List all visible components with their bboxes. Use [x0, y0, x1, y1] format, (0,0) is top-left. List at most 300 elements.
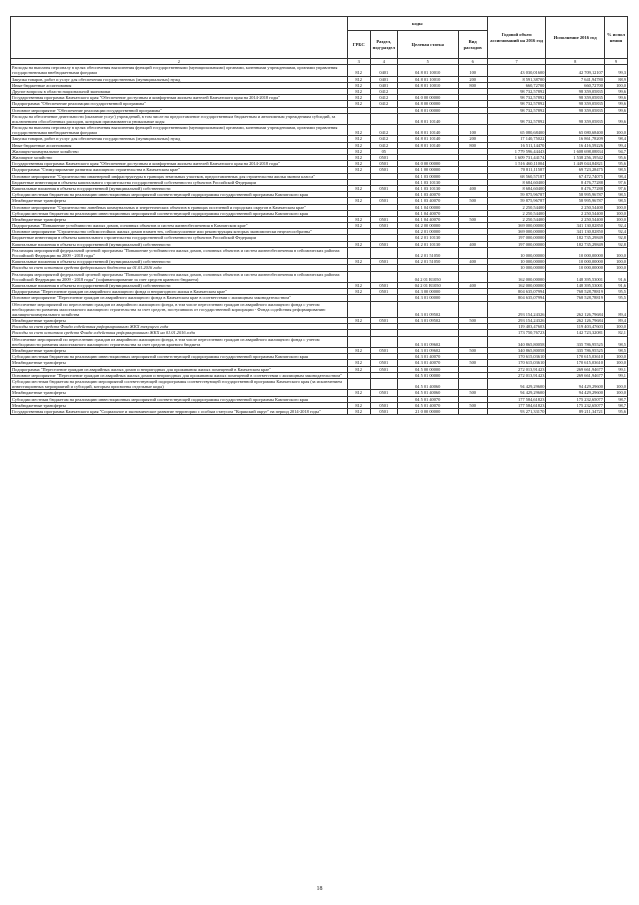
- row-budget: 59 875,96787: [487, 192, 546, 198]
- row-target: 04 5 01 40060: [397, 390, 458, 396]
- row-target: 04 8 01 00000: [397, 107, 458, 113]
- row-percent: 99,6: [604, 88, 627, 94]
- row-budget: 10 000,00000: [487, 259, 546, 265]
- row-budget: 369 000,00000: [487, 229, 546, 235]
- row-execution: 8 476,77288: [546, 179, 605, 185]
- row-target: 04 2 01 R1050: [397, 271, 458, 282]
- row-target: 04 5 01 40070: [397, 396, 458, 402]
- row-exp-type: 400: [458, 241, 487, 247]
- row-target: 04 2 00 00000: [397, 223, 458, 229]
- row-execution: 58 995,96787: [546, 198, 605, 204]
- col-number: 8: [546, 59, 605, 65]
- row-percent: 97,6: [604, 185, 627, 191]
- row-budget: 804 635,07994: [487, 295, 546, 301]
- header-target: Целевая статья: [397, 31, 458, 59]
- row-budget: 660,72700: [487, 82, 546, 88]
- row-section: 0501: [370, 223, 397, 229]
- row-description: Расходы на выплаты персоналу в целях обеспечения выполнения функций государственными (муниципальными) органами, казенными учреждениями, органами управления государственными внебюджетными фондами: [11, 65, 348, 76]
- row-exp-type: [458, 113, 487, 124]
- table-body: [11, 65, 628, 415]
- row-target: 04 8 01 10140: [397, 142, 458, 148]
- row-section: 0501: [370, 259, 397, 265]
- row-target: 04 2 01 R1050: [397, 282, 458, 288]
- row-section: 0501: [370, 155, 397, 161]
- row-budget: 177 584,61823: [487, 396, 546, 402]
- row-section: 0501: [370, 185, 397, 191]
- row-budget: 98 732,57892: [487, 88, 546, 94]
- row-section: 0501: [370, 241, 397, 247]
- row-description: Основное мероприятие "Обеспечение реализации государственной программы": [11, 107, 348, 113]
- row-execution: 42 709,12107: [546, 65, 605, 76]
- row-budget: 170 615,03610: [487, 354, 546, 360]
- row-exp-type: 500: [458, 348, 487, 354]
- row-percent: 97,6: [604, 179, 627, 185]
- row-target: 04 1 04 40070: [397, 210, 458, 216]
- row-budget: 162 000,00000: [487, 271, 546, 282]
- row-execution: 335 786,95525: [546, 348, 605, 354]
- row-description: Межбюджетные трансферты: [11, 360, 348, 366]
- row-section: 05: [370, 148, 397, 154]
- row-execution: 335 786,95525: [546, 336, 605, 347]
- row-section: [370, 378, 397, 389]
- row-percent: 99,6: [604, 107, 627, 113]
- row-execution: 262 126,79684: [546, 301, 605, 318]
- row-section: 0412: [370, 95, 397, 101]
- row-section: 0501: [370, 348, 397, 354]
- row-grbs: [347, 301, 370, 318]
- row-grbs: 812: [347, 216, 370, 222]
- row-budget: 1 779 596,44443: [487, 148, 546, 154]
- row-section: 0412: [370, 88, 397, 94]
- row-grbs: 812: [347, 155, 370, 161]
- row-execution: 98 359,05835: [546, 88, 605, 94]
- row-target: 04 2 01 10130: [397, 235, 458, 241]
- row-budget: 170 615,03610: [487, 360, 546, 366]
- row-grbs: 812: [347, 198, 370, 204]
- row-grbs: 812: [347, 408, 370, 414]
- table-row: [11, 408, 628, 414]
- row-budget: 2 250,54400: [487, 216, 546, 222]
- row-exp-type: 800: [458, 142, 487, 148]
- table-row: [11, 336, 628, 347]
- row-percent: 95,5: [604, 289, 627, 295]
- row-section: 0501: [370, 216, 397, 222]
- row-section: [370, 336, 397, 347]
- col-number: 6: [458, 59, 487, 65]
- row-target: 04 1 03 10130: [397, 185, 458, 191]
- row-grbs: 812: [347, 167, 370, 173]
- row-description: Основное мероприятие "Строительство линейных коммунальных и энергетических объектов в границах поселений и городских округов в Камчатском крае": [11, 204, 348, 210]
- row-target: 04 3 00 00000: [397, 289, 458, 295]
- row-description: Субсидии местным бюджетам на реализацию инвестиционных мероприятий соответствующей подпрограммы государственной программы Камчатского края: [11, 354, 348, 360]
- row-budget: 2 250,54400: [487, 204, 546, 210]
- table-row: [11, 271, 628, 282]
- row-budget: 293 154,24326: [487, 318, 546, 324]
- row-section: 0401: [370, 82, 397, 88]
- row-percent: 98,5: [604, 336, 627, 347]
- header-name: [11, 17, 348, 59]
- row-percent: 98,5: [604, 192, 627, 198]
- row-execution: 175 232,65077: [546, 402, 605, 408]
- row-budget: 94 429,29600: [487, 390, 546, 396]
- row-percent: 100,0: [604, 360, 627, 366]
- row-budget: 272 013,91423: [487, 366, 546, 372]
- row-budget: 197 000,00000: [487, 235, 546, 241]
- row-section: 0501: [370, 167, 397, 173]
- row-exp-type: 100: [458, 125, 487, 136]
- row-section: 0501: [370, 198, 397, 204]
- row-description: Обеспечение мероприятий по переселению граждан из аварийного жилищного фонда, в том числе переселению граждан из аварийного жилищного фонда с учетом необходимости развития малоэтажного жилищного строительства за счет средств, поступивших от государственной корпорации - Фонда содействия реформированию жилищно-коммунального хозяйства: [11, 301, 348, 318]
- header-percent: % испол нения: [604, 17, 627, 59]
- col-number: 2: [11, 59, 348, 65]
- row-exp-type: 500: [458, 318, 487, 324]
- row-budget: 293 154,24326: [487, 301, 546, 318]
- row-description: Субсидии местным бюджетам на реализацию инвестиционных мероприятий соответствующей подпрограммы государственной программы Камчатского края: [11, 192, 348, 198]
- row-target: 04 3 01 40070: [397, 360, 458, 366]
- row-target: 04 0 00 00000: [397, 161, 458, 167]
- row-percent: 100,0: [604, 354, 627, 360]
- row-description: Расходы за счет остатков средств Фонда содействия реформированию ЖКХ на 01.01.2016 года: [11, 330, 348, 336]
- row-description: Основное мероприятие "Строительство инженерной инфраструктуры в границах земельных участков, предоставленных для строительства жилья эконом класса": [11, 173, 348, 179]
- row-exp-type: 500: [458, 390, 487, 396]
- row-exp-type: 400: [458, 282, 487, 288]
- row-percent: 91,6: [604, 271, 627, 282]
- row-grbs: 812: [347, 95, 370, 101]
- row-percent: 100,0: [604, 378, 627, 389]
- row-grbs: [347, 378, 370, 389]
- row-execution: 269 661,94677: [546, 366, 605, 372]
- row-grbs: 812: [347, 241, 370, 247]
- row-percent: 92,8: [604, 235, 627, 241]
- row-execution: 16 861,78209: [546, 136, 605, 142]
- row-execution: 182 735,29849: [546, 241, 605, 247]
- row-execution: 170 615,03610: [546, 354, 605, 360]
- row-grbs: 812: [347, 402, 370, 408]
- header-budget: Годовой объем ассигнований на 2016 год: [487, 17, 546, 59]
- row-percent: 92,8: [604, 241, 627, 247]
- row-section: 0501: [370, 289, 397, 295]
- row-target: 04 1 03 40070: [397, 198, 458, 204]
- row-section: 0401: [370, 76, 397, 82]
- row-execution: 8 476,77288: [546, 185, 605, 191]
- row-percent: 98,5: [604, 198, 627, 204]
- row-execution: 2 250,54400: [546, 210, 605, 216]
- row-execution: 65 080,68400: [546, 125, 605, 136]
- row-execution: 1 608 698,08834: [546, 148, 605, 154]
- row-description: Расходы за счет остатков средств федерального бюджета на 01.01.2016 года: [11, 265, 348, 271]
- row-percent: 98,4: [604, 136, 627, 142]
- row-budget: 98 732,57892: [487, 95, 546, 101]
- row-description: Подпрограмма "Переселение граждан из аварийных жилых домов и непригодных для проживания жилых помещений в Камчатском крае": [11, 366, 348, 372]
- row-target: 04 8 01 10140: [397, 136, 458, 142]
- row-execution: 170 615,03610: [546, 360, 605, 366]
- row-section: 0501: [370, 390, 397, 396]
- row-description: Реализация мероприятий федеральной целевой программы "Повышение устойчивости жилых домов, основных объектов и систем жизнеобеспечения в сейсмических районах Российской Федерации на 2009 - 2018 годы": [11, 247, 348, 258]
- row-exp-type: [458, 247, 487, 258]
- row-execution: 16 416,59226: [546, 142, 605, 148]
- row-grbs: 812: [347, 88, 370, 94]
- row-target: 04 3 01 09602: [397, 336, 458, 347]
- row-description: Основное мероприятие "Строительство сейсмостойких жилых домов взамен тех, сейсмоусиление или реконструкция которых экономически нецелесообразны": [11, 229, 348, 235]
- row-description: Субсидии местным бюджетам на реализацию инвестиционных мероприятий соответствующей подпрограммы государственной программы Камчатского края: [11, 396, 348, 402]
- row-budget: 340 865,80058: [487, 348, 546, 354]
- row-description: Межбюджетные трансферты: [11, 348, 348, 354]
- row-target: 04 5 00 00000: [397, 366, 458, 372]
- row-budget: 43 030,01600: [487, 65, 546, 76]
- row-percent: 100,0: [604, 324, 627, 330]
- header-section: Раздел, под-раздел: [370, 31, 397, 59]
- row-description: Подпрограмма "Переселение граждан из аварийного жилищного фонда и непригодного жилья в Камчатском крае": [11, 289, 348, 295]
- row-description: Подпрограмма "Стимулирование развития жилищного строительства в Камчатском крае": [11, 167, 348, 173]
- row-execution: 2 250,54400: [546, 204, 605, 210]
- row-exp-type: 500: [458, 216, 487, 222]
- row-budget: 98 732,57892: [487, 101, 546, 107]
- row-exp-type: [458, 271, 487, 282]
- row-section: 0501: [370, 366, 397, 372]
- row-target: 04 8 01 10010: [397, 82, 458, 88]
- header-grbs: ГРБС: [347, 31, 370, 59]
- row-percent: 100,0: [604, 390, 627, 396]
- row-grbs: 812: [347, 65, 370, 76]
- row-execution: 1 449 044,84821: [546, 161, 605, 167]
- row-grbs: 812: [347, 366, 370, 372]
- row-section: [370, 247, 397, 258]
- row-section: 0412: [370, 142, 397, 148]
- row-description: Расходы на выплаты персоналу в целях обеспечения выполнения функций государственными (муниципальными) органами, казенными учреждениями, органами управления государственными внебюджетными фондами: [11, 125, 348, 136]
- row-section: 0501: [370, 360, 397, 366]
- row-description: Расходы на обеспечение деятельности (оказание услуг) учреждений, в том числе на предоставление государственным бюджетным и автономным учреждениям субсидий, за исключением обособленных расходов, которым присваиваются уникальные коды: [11, 113, 348, 124]
- row-execution: 94 429,29600: [546, 390, 605, 396]
- row-description: Межбюджетные трансферты: [11, 402, 348, 408]
- row-budget: 98 732,57892: [487, 113, 546, 124]
- row-target: 04 8 00 00000: [397, 101, 458, 107]
- row-budget: 197 000,00000: [487, 241, 546, 247]
- row-exp-type: [458, 301, 487, 318]
- header-row-1: [11, 17, 628, 31]
- row-grbs: 812: [347, 360, 370, 366]
- row-percent: 99,6: [604, 113, 627, 124]
- row-percent: 95,6: [604, 408, 627, 414]
- row-percent: 89,4: [604, 318, 627, 324]
- row-exp-type: [458, 378, 487, 389]
- row-target: 04 8 01 10010: [397, 76, 458, 82]
- row-description: Государственная программа Камчатского края "Социальное и экономическое развитие территории с особым статусом "Корякский округ" на период 2014-2018 годы": [11, 408, 348, 414]
- row-description: Подпрограмма "Повышение устойчивости жилых домов, основных объектов и систем жизнеобеспечения в Камчатском крае": [11, 223, 348, 229]
- row-execution: 768 528,78819: [546, 295, 605, 301]
- row-percent: 100,0: [604, 259, 627, 265]
- row-execution: 341 130,82850: [546, 223, 605, 229]
- row-execution: 98 359,05835: [546, 113, 605, 124]
- row-execution: 10 000,00000: [546, 247, 605, 258]
- row-section: 0501: [370, 402, 397, 408]
- row-execution: 7 641,94780: [546, 76, 605, 82]
- row-budget: 8 684,60400: [487, 179, 546, 185]
- row-target: 04 8 01 10140: [397, 113, 458, 124]
- row-percent: 92,4: [604, 223, 627, 229]
- row-description: Основное мероприятие "Переселение граждан из аварийных жилых домов и непригодных для проживания жилых помещений в соответствии с жилищным законодательством": [11, 372, 348, 378]
- row-target: 04 1 03 00000: [397, 173, 458, 179]
- row-execution: 89 211,34721: [546, 408, 605, 414]
- row-percent: 89,4: [604, 301, 627, 318]
- row-description: Межбюджетные трансферты: [11, 390, 348, 396]
- table-row: [11, 247, 628, 258]
- row-grbs: 812: [347, 161, 370, 167]
- row-grbs: 812: [347, 223, 370, 229]
- row-execution: 182 735,29849: [546, 235, 605, 241]
- row-execution: 262 126,79684: [546, 318, 605, 324]
- row-description: Другие вопросы в области национальной экономики: [11, 88, 348, 94]
- row-grbs: 812: [347, 348, 370, 354]
- row-grbs: 812: [347, 390, 370, 396]
- row-description: Жилищно-коммунальное хозяйство: [11, 148, 348, 154]
- table-row: [11, 65, 628, 76]
- row-grbs: 812: [347, 282, 370, 288]
- table-row: [11, 372, 628, 378]
- row-section: [370, 301, 397, 318]
- row-budget: 59 875,96787: [487, 198, 546, 204]
- row-execution: 98 359,05835: [546, 95, 605, 101]
- row-exp-type: 500: [458, 198, 487, 204]
- row-percent: 95,5: [604, 295, 627, 301]
- row-percent: 92,4: [604, 229, 627, 235]
- row-target: 04 8 01 10140: [397, 125, 458, 136]
- row-budget: 65 080,68400: [487, 125, 546, 136]
- row-grbs: 812: [347, 148, 370, 154]
- row-percent: 98,7: [604, 402, 627, 408]
- row-target: 04 8 01 10010: [397, 65, 458, 76]
- row-percent: 99,6: [604, 95, 627, 101]
- row-execution: 67 472,74075: [546, 173, 605, 179]
- row-execution: 1 538 256,19542: [546, 155, 605, 161]
- row-description: Субсидии местным бюджетам на реализацию мероприятий соответствующей подпрограммы соответствующей государственной программы Камчатского края (за исключением инвестиционных мероприятий и субсидий, которым присвоены отдельные коды): [11, 378, 348, 389]
- header-exp-type: Вид расходов: [458, 31, 487, 59]
- row-exp-type: 200: [458, 136, 487, 142]
- row-grbs: 812: [347, 318, 370, 324]
- row-target: 04 3 01 09502: [397, 301, 458, 318]
- row-percent: 100,0: [604, 125, 627, 136]
- row-percent: 88,9: [604, 76, 627, 82]
- row-exp-type: 500: [458, 360, 487, 366]
- row-target: 04 1 04 40070: [397, 216, 458, 222]
- row-percent: 100,0: [604, 265, 627, 271]
- row-target: 04 5 01 40060: [397, 378, 458, 389]
- row-target: 04 3 01 40070: [397, 354, 458, 360]
- row-execution: 341 130,82850: [546, 229, 605, 235]
- row-execution: 142 723,32081: [546, 330, 605, 336]
- header-codes: коды: [347, 17, 487, 31]
- row-description: Межбюджетные трансферты: [11, 198, 348, 204]
- row-execution: 98 359,05835: [546, 107, 605, 113]
- row-grbs: [347, 247, 370, 258]
- row-description: Капитальные вложения в объекты государственной (муниципальной) собственности: [11, 282, 348, 288]
- row-grbs: 812: [347, 101, 370, 107]
- row-section: 0501: [370, 318, 397, 324]
- row-budget: 162 000,00000: [487, 282, 546, 288]
- row-section: [370, 271, 397, 282]
- row-description: Бюджетные инвестиции в объекты капитального строительства государственной собственности субъектов Российской Федерации: [11, 235, 348, 241]
- row-execution: 148 395,53001: [546, 282, 605, 288]
- row-execution: 175 232,65077: [546, 396, 605, 402]
- row-execution: 58 995,96787: [546, 192, 605, 198]
- row-target: 04 0 00 00000: [397, 95, 458, 101]
- row-percent: 95,6: [604, 161, 627, 167]
- row-exp-type: 100: [458, 65, 487, 76]
- row-section: 0401: [370, 65, 397, 76]
- row-budget: 173 750,76723: [487, 330, 546, 336]
- row-target: 04 2 01 10130: [397, 241, 458, 247]
- row-section: 0412: [370, 136, 397, 142]
- row-percent: 98,7: [604, 396, 627, 402]
- row-budget: 16 511,14470: [487, 142, 546, 148]
- row-budget: 177 584,61823: [487, 402, 546, 408]
- row-budget: 119 403,47603: [487, 324, 546, 330]
- row-target: 04 5 01 00000: [397, 372, 458, 378]
- col-number: 5: [397, 59, 458, 65]
- row-percent: 95,6: [604, 155, 627, 161]
- row-exp-type: 800: [458, 82, 487, 88]
- row-grbs: 812: [347, 289, 370, 295]
- row-percent: 94,7: [604, 148, 627, 154]
- row-budget: 369 000,00000: [487, 223, 546, 229]
- header-execution: Исполнение 2016 год: [546, 17, 605, 59]
- row-percent: 99,4: [604, 142, 627, 148]
- row-percent: 98,5: [604, 167, 627, 173]
- row-execution: 768 528,78819: [546, 289, 605, 295]
- row-description: Закупка товаров, работ и услуг для обеспечения государственных (муниципальных) нужд: [11, 76, 348, 82]
- row-target: 04 2 01 51050: [397, 259, 458, 265]
- row-section: 0501: [370, 408, 397, 414]
- row-percent: 99,1: [604, 372, 627, 378]
- row-budget: 98 732,57892: [487, 107, 546, 113]
- row-execution: 119 403,47603: [546, 324, 605, 330]
- row-description: Межбюджетные трансферты: [11, 318, 348, 324]
- row-percent: 100,0: [604, 247, 627, 258]
- row-execution: 2 250,54400: [546, 216, 605, 222]
- row-exp-type: 200: [458, 76, 487, 82]
- row-budget: 272 013,91423: [487, 372, 546, 378]
- row-budget: 10 000,00000: [487, 247, 546, 258]
- row-budget: 340 865,80058: [487, 336, 546, 347]
- row-budget: 10 000,00000: [487, 265, 546, 271]
- row-exp-type: 400: [458, 185, 487, 191]
- row-percent: 91,6: [604, 282, 627, 288]
- row-description: Межбюджетные трансферты: [11, 216, 348, 222]
- row-description: Бюджетные инвестиции в объекты капитального строительства государственной собственности субъектов Российской Федерации: [11, 179, 348, 185]
- row-target: 04 3 01 09502: [397, 318, 458, 324]
- row-grbs: 812: [347, 125, 370, 136]
- row-budget: 94 429,29600: [487, 378, 546, 389]
- table-row: [11, 125, 628, 136]
- row-section: 0412: [370, 125, 397, 136]
- row-execution: 10 000,00000: [546, 259, 605, 265]
- row-grbs: 812: [347, 136, 370, 142]
- row-percent: 99,1: [604, 366, 627, 372]
- table-row: [11, 113, 628, 124]
- row-percent: 99,6: [604, 101, 627, 107]
- row-description: Подпрограмма "Обеспечение реализации государственной программы": [11, 101, 348, 107]
- row-execution: 148 395,53001: [546, 271, 605, 282]
- row-description: Иные бюджетные ассигнования: [11, 142, 348, 148]
- table-row: [11, 301, 628, 318]
- row-section: 0501: [370, 161, 397, 167]
- row-percent: 99,3: [604, 65, 627, 76]
- row-section: 0412: [370, 101, 397, 107]
- row-budget: 2 250,54400: [487, 210, 546, 216]
- row-description: Закупка товаров, работ и услуг для обеспечения государственных (муниципальных) нужд: [11, 136, 348, 142]
- row-budget: 1 516 460,11004: [487, 161, 546, 167]
- row-grbs: 812: [347, 259, 370, 265]
- row-description: Основное мероприятие "Переселение граждан из аварийного жилищного фонда в Камчатском крае в соответствии с жилищным законодательством": [11, 295, 348, 301]
